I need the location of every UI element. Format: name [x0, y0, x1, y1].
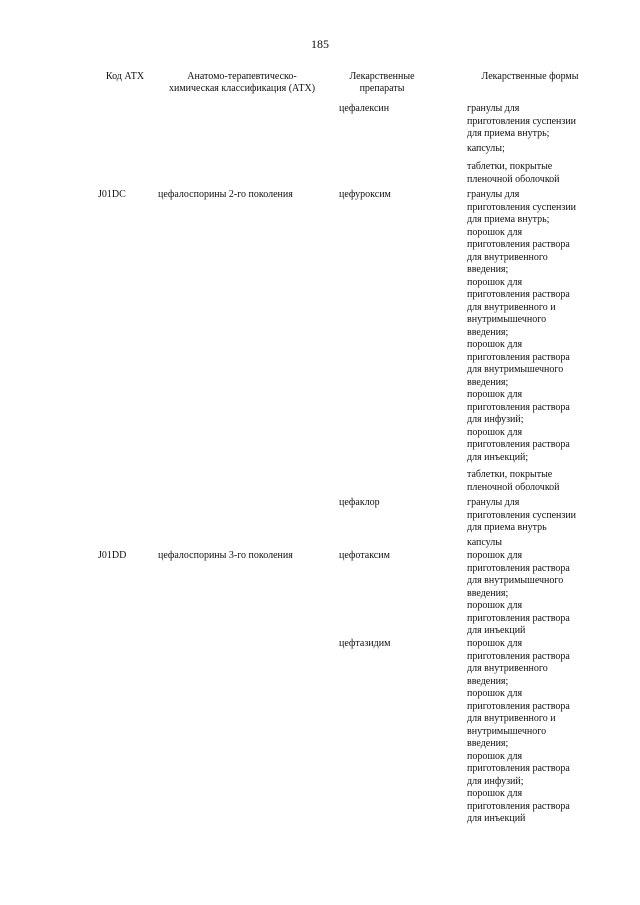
drug-cefuroxime: цефуроксим — [339, 189, 391, 200]
header-atc-classification: Анатомо-терапевтическо- химическая классификация (АТХ) — [168, 71, 316, 94]
atc-code-j01dd: J01DD — [98, 550, 127, 561]
forms-cefalexin — [467, 103, 607, 186]
form-item: гранулы для приготовления суспензии для приема внутрь; — [467, 189, 577, 225]
form-item: гранулы для приготовления суспензии для приема внутрь; — [467, 103, 577, 139]
drug-ceftazidime: цефтазидим — [339, 638, 391, 649]
form-item: порошок для приготовления раствора для внутримышечного введения; — [467, 339, 570, 388]
form-item: порошок для приготовления раствора для инфузий; — [467, 389, 570, 425]
form-item: порошок для приготовления раствора для внутривенного введения; — [467, 226, 570, 275]
drug-cefotaxime: цефотаксим — [339, 550, 390, 561]
forms-cefotaxime — [467, 550, 607, 638]
form-item: порошок для приготовления раствора для инъекций — [467, 788, 570, 824]
form-item: порошок для приготовления раствора для инфузий; — [467, 750, 570, 787]
forms-cefaclor — [467, 497, 607, 549]
atc-class-j01dc: цефалоспорины 2-го поколения — [158, 189, 293, 200]
form-item: капсулы — [467, 536, 502, 548]
form-item: порошок для приготовления раствора для внутривенного и внутримышечного введения; — [467, 688, 570, 749]
header-drugs: Лекарственные препараты — [349, 71, 415, 94]
drug-cefalexin: цефалексин — [339, 103, 390, 114]
atc-class-j01dd: цефалоспорины 3-го поколения — [158, 550, 293, 561]
drug-cefaclor: цефаклор — [339, 497, 380, 508]
form-item: порошок для приготовления раствора для внутримышечного введения; — [467, 550, 570, 599]
atc-code-j01dc: J01DC — [98, 189, 126, 200]
header-dosage-forms: Лекарственные формы — [481, 71, 579, 82]
form-item: порошок для приготовления раствора для внутривенного и внутримышечного введения; — [467, 276, 570, 338]
form-item: порошок для приготовления раствора для инъекций; — [467, 426, 570, 463]
form-item: порошок для приготовления раствора для инъекций — [467, 600, 570, 636]
form-item: таблетки, покрытые пленочной оболочкой — [467, 161, 560, 185]
form-item: порошок для приготовления раствора для внутривенного введения; — [467, 638, 570, 687]
form-item: капсулы; — [467, 142, 505, 154]
page-number: 185 — [311, 37, 329, 51]
forms-cefuroxime — [467, 189, 607, 494]
form-item: гранулы для приготовления суспензии для приема внутрь — [467, 497, 577, 533]
header-atc-code: Код АТХ — [105, 71, 145, 82]
forms-ceftazidime — [467, 638, 607, 826]
form-item: таблетки, покрытые пленочной оболочкой — [467, 469, 560, 493]
